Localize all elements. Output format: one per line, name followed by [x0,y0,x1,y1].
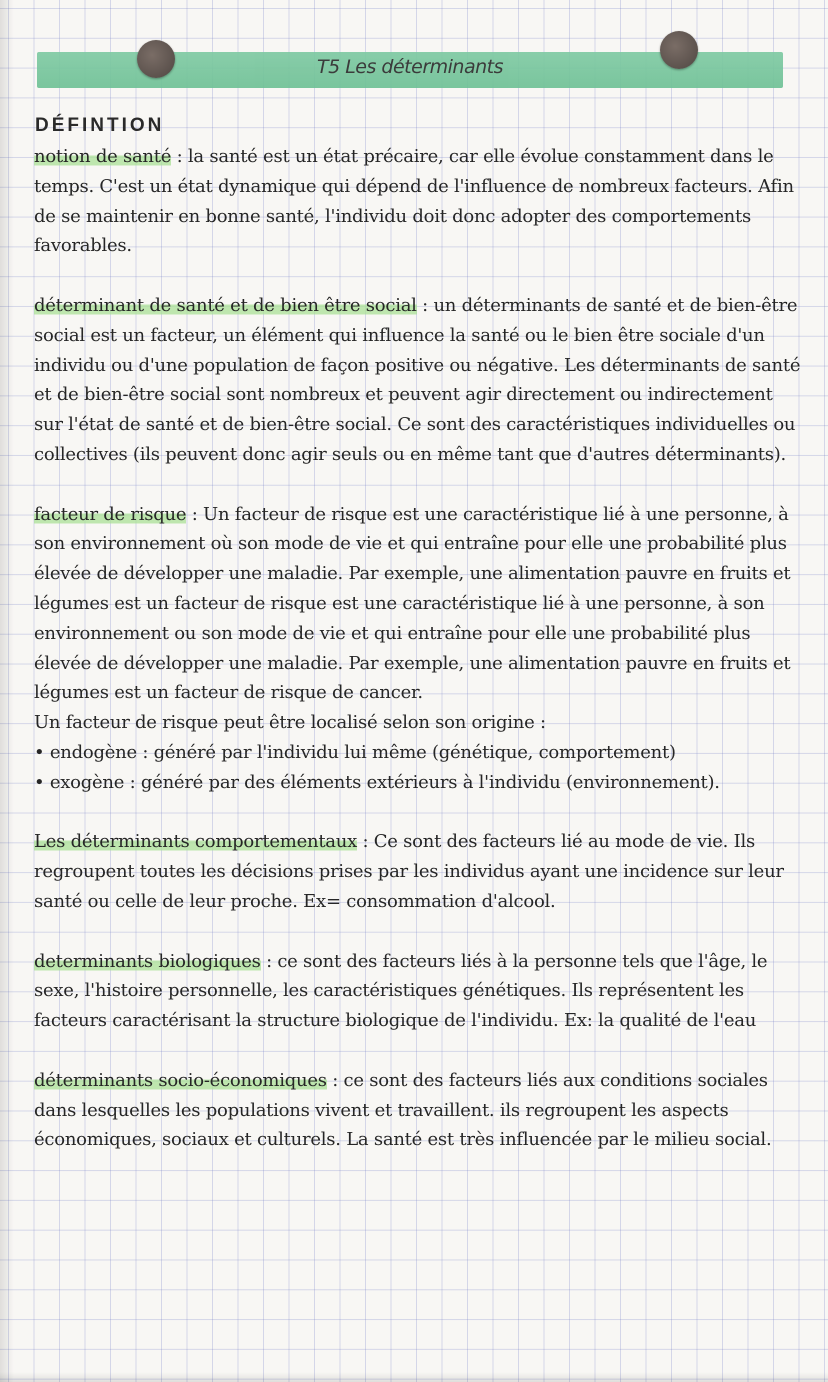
definition-health [34,142,804,261]
paragraph-gap [34,1036,804,1066]
page-bottom-edge [0,1372,828,1382]
punch-hole-right [660,31,698,69]
definition-behavioral [34,827,804,916]
paragraph-gap [34,917,804,947]
definition-term: notion de santé [34,146,172,167]
definition-text: : la santé est un état précaire, car elle évolue constamment dans le temps. C'est un état dynamique qui dépend de l'influence de nombreux facteurs. Afin de se maintenir en bonne santé, l'individu doit donc adopter des comportements favorables. [34,146,794,257]
definition-term: facteur de risque [34,503,187,525]
definition-text: : Un facteur de risque est une caractéristique lié à une personne, à son environnement où son mode de vie et qui entraîne pour elle une probabilité plus élevée de développer une maladie. Par exemple, une alimentation pauvre en fruits et légumes est un facteur de risque est une caractéristique lié à une personne, à son environnement ou son mode de vie et qui entraîne pour elle une probabilité plus élevée de développer une maladie. Par exemple, une alimentation pauvre en fruits et légumes est un facteur de risque de cancer. [34,503,791,704]
risk-factor-origin-intro: Un facteur de risque peut être localisé selon son origine : [34,712,546,734]
definition-risk-factor [34,500,804,709]
paragraph-gap [34,798,804,828]
bullet-text: endogène : généré par l'individu lui même (génétique, comportement) [49,741,676,763]
definition-health-determinant [34,291,804,470]
page-title: T5 Les déterminants [316,56,503,78]
section-heading: DÉFINTION [35,115,165,136]
definition-term: Les déterminants comportementaux [34,831,358,853]
definition-text: : un déterminants de santé et de bien-être social est un facteur, un élément qui influence la santé ou le bien être sociale d'un individu ou d'une population de façon positive ou négative. Les déterminants de santé et de bien-être social sont nombreux et peuvent agir directement ou indirectement sur l'état de santé et de bien-être social. Ce sont des caractéristiques individuelles ou collectives (ils peuvent donc agir seuls ou en même tant que d'autres déterminants). [34,294,801,465]
page-edge-shadow [0,0,14,1382]
definition-term: determinants biologiques [34,950,261,972]
definition-socio-economic [34,1066,804,1155]
definition-term: déterminant de santé et de bien être social [34,294,417,316]
bullet-icon: • [34,741,50,763]
definitions-content [34,142,804,1155]
definition-text: : Ce sont des facteurs lié au mode de vie. Ils regroupent toutes les décisions prises par les individus ayant une incidence sur leur santé ou celle de leur proche. Ex= consommation d'alcool. [34,831,784,912]
bullet-endogenous [34,738,804,768]
definition-term: déterminants socio-économiques [34,1069,327,1091]
definition-text: : ce sont des facteurs liés aux conditions sociales dans lesquelles les populations vivent et travaillent. ils regroupent les aspects économiques, sociaux et culturels. La santé est très influencée par le milieu social. [34,1069,772,1151]
paragraph-gap [34,470,804,500]
definition-text: : ce sont des facteurs liés à la personne tels que l'âge, le sexe, l'histoire personnelle, les caractéristiques génétiques. Ils représentent les facteurs caractérisant la structure biologique de l'individu. Ex: la qualité de l'eau [34,950,768,1032]
bullet-icon: • [34,771,50,793]
definition-biological [34,947,804,1036]
punch-hole-left [137,40,175,78]
bullet-exogenous [34,768,804,798]
bullet-text: exogène : généré par des éléments extérieurs à l'individu (environnement). [49,771,720,793]
paragraph-gap [34,261,804,291]
